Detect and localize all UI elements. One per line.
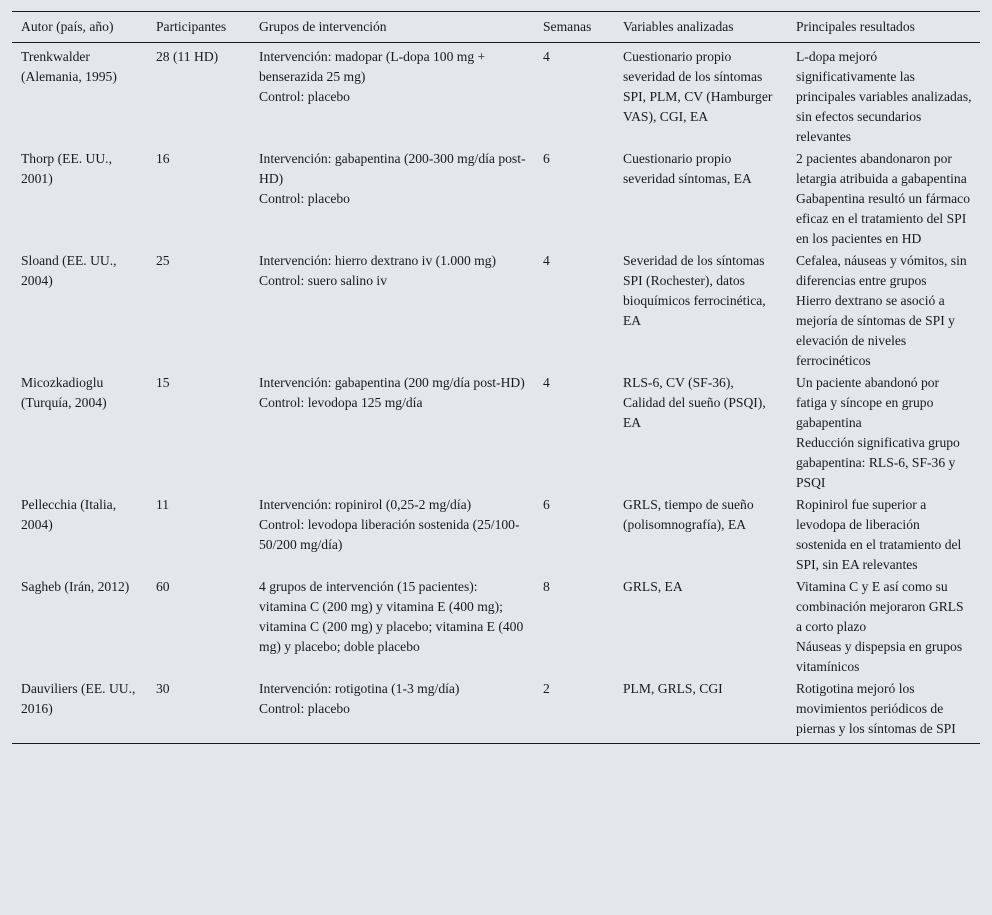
- table-row: [12, 576, 980, 678]
- cell-resultados: [787, 678, 980, 744]
- cell-participantes: 28 (11 HD): [156, 49, 219, 64]
- resultados-line: L-dopa mejoró significativamente las principales variables analizadas, sin efectos secundarios relevantes: [796, 49, 972, 144]
- grupos-line: 4 grupos de intervención (15 pacientes):: [259, 579, 478, 594]
- resultados-line: Rotigotina mejoró los movimientos periódicos de piernas y los síntomas de SPI: [796, 681, 956, 736]
- grupos-line: Control: suero salino iv: [259, 273, 387, 288]
- cell-resultados: [787, 576, 980, 678]
- grupos-line: Intervención: hierro dextrano iv (1.000 mg): [259, 253, 497, 268]
- cell-variables: Severidad de los síntomas SPI (Rochester), datos bioquímicos ferrocinética, EA: [623, 253, 766, 328]
- table-row: [12, 148, 980, 250]
- header-autor: Autor (país, año): [21, 19, 114, 34]
- cell-variables: GRLS, EA: [623, 579, 683, 594]
- cell-grupos: [250, 148, 534, 250]
- table-row: [12, 250, 980, 372]
- resultados-line: Un paciente abandonó por fatiga y síncope en grupo gabapentina: [796, 375, 940, 430]
- cell-autor: Sloand (EE. UU., 2004): [21, 253, 117, 288]
- table-row: [12, 372, 980, 494]
- cell-semanas: 8: [543, 579, 550, 594]
- cell-variables: RLS-6, CV (SF-36), Calidad del sueño (PSQI), EA: [623, 375, 766, 430]
- table-body: [12, 43, 980, 744]
- cell-grupos: [250, 250, 534, 372]
- grupos-line: Intervención: gabapentina (200-300 mg/día post-HD): [259, 151, 526, 186]
- grupos-line: Control: placebo: [259, 701, 350, 716]
- grupos-line: Control: placebo: [259, 191, 350, 206]
- resultados-line: Gabapentina resultó un fármaco eficaz en el tratamiento del SPI en los pacientes en HD: [796, 191, 971, 246]
- cell-semanas: 2: [543, 681, 550, 696]
- cell-resultados: [787, 372, 980, 494]
- cell-variables: PLM, GRLS, CGI: [623, 681, 723, 696]
- resultados-line: Vitamina C y E así como su combinación mejoraron GRLS a corto plazo: [796, 579, 964, 634]
- cell-variables: GRLS, tiempo de sueño (polisomnografía), EA: [623, 497, 754, 532]
- cell-variables: Cuestionario propio severidad de los síntomas SPI, PLM, CV (Hamburger VAS), CGI, EA: [623, 49, 773, 124]
- resultados-line: Cefalea, náuseas y vómitos, sin diferencias entre grupos: [796, 253, 967, 288]
- resultados-line: Reducción significativa grupo gabapentina: RLS-6, SF-36 y PSQI: [796, 435, 960, 490]
- header-participantes: Participantes: [156, 19, 227, 34]
- cell-participantes: 16: [156, 151, 170, 166]
- cell-grupos: [250, 678, 534, 744]
- cell-semanas: 4: [543, 253, 550, 268]
- header-grupos: Grupos de intervención: [259, 19, 387, 34]
- studies-table: [12, 11, 980, 744]
- grupos-line: Intervención: gabapentina (200 mg/día post-HD): [259, 375, 525, 390]
- cell-resultados: [787, 43, 980, 149]
- header-variables: Variables analizadas: [623, 19, 734, 34]
- cell-autor: Dauviliers (EE. UU., 2016): [21, 681, 136, 716]
- resultados-line: Hierro dextrano se asoció a mejoría de síntomas de SPI y elevación de niveles ferrocinéticos: [796, 293, 955, 368]
- resultados-line: Ropinirol fue superior a levodopa de liberación sostenida en el tratamiento del SPI, sin EA relevantes: [796, 497, 962, 572]
- grupos-line: Control: levodopa liberación sostenida (25/100-50/200 mg/día): [259, 517, 520, 552]
- cell-participantes: 25: [156, 253, 170, 268]
- cell-autor: Sagheb (Irán, 2012): [21, 579, 130, 594]
- grupos-line: vitamina C (200 mg) y vitamina E (400 mg); vitamina C (200 mg) y placebo; vitamina E (400 mg) y placebo; doble placebo: [259, 599, 524, 654]
- cell-participantes: 11: [156, 497, 170, 512]
- header-row: [12, 12, 980, 43]
- cell-semanas: 6: [543, 151, 550, 166]
- cell-participantes: 30: [156, 681, 170, 696]
- grupos-line: Intervención: ropinirol (0,25-2 mg/día): [259, 497, 472, 512]
- grupos-line: Control: placebo: [259, 89, 350, 104]
- resultados-line: Náuseas y dispepsia en grupos vitamínicos: [796, 639, 963, 674]
- cell-grupos: [250, 372, 534, 494]
- cell-resultados: [787, 494, 980, 576]
- table-row: [12, 494, 980, 576]
- header-semanas: Semanas: [543, 19, 592, 34]
- cell-grupos: [250, 494, 534, 576]
- cell-semanas: 4: [543, 375, 550, 390]
- cell-resultados: [787, 148, 980, 250]
- cell-participantes: 15: [156, 375, 170, 390]
- table-row: [12, 43, 980, 149]
- grupos-line: Intervención: madopar (L-dopa 100 mg + benserazida 25 mg): [259, 49, 486, 84]
- cell-autor: Trenkwalder (Alemania, 1995): [21, 49, 117, 84]
- header-resultados: Principales resultados: [796, 19, 915, 34]
- cell-resultados: [787, 250, 980, 372]
- cell-autor: Micozkadioglu (Turquía, 2004): [21, 375, 107, 410]
- cell-variables: Cuestionario propio severidad síntomas, EA: [623, 151, 752, 186]
- cell-semanas: 6: [543, 497, 550, 512]
- cell-grupos: [250, 43, 534, 149]
- grupos-line: Intervención: rotigotina (1-3 mg/día): [259, 681, 460, 696]
- resultados-line: 2 pacientes abandonaron por letargia atribuida a gabapentina: [796, 151, 967, 186]
- table-header: [12, 12, 980, 43]
- cell-semanas: 4: [543, 49, 550, 64]
- table-row: [12, 678, 980, 744]
- cell-participantes: 60: [156, 579, 170, 594]
- cell-autor: Pellecchia (Italia, 2004): [21, 497, 117, 532]
- grupos-line: Control: levodopa 125 mg/día: [259, 395, 423, 410]
- cell-grupos: [250, 576, 534, 678]
- cell-autor: Thorp (EE. UU., 2001): [21, 151, 112, 186]
